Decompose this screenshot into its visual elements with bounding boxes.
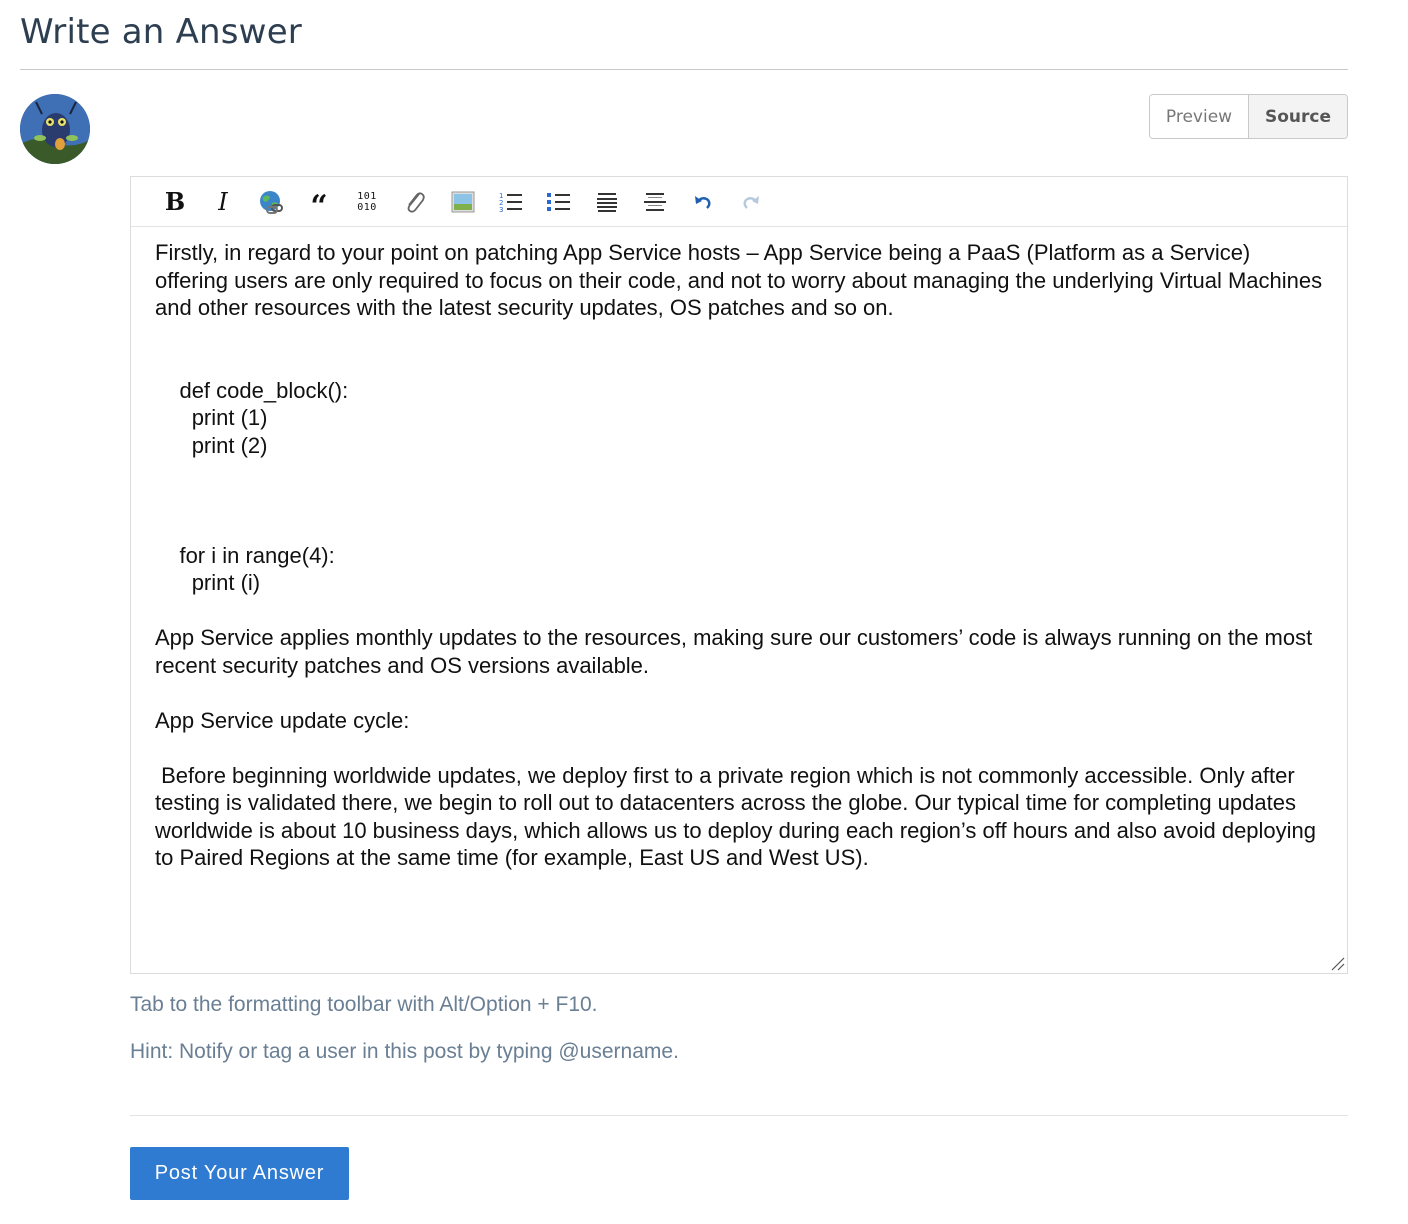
avatar	[20, 94, 90, 164]
bulleted-list-button[interactable]	[535, 182, 583, 222]
italic-button[interactable]	[199, 182, 247, 222]
attachment-button[interactable]	[391, 182, 439, 222]
svg-text:1: 1	[499, 191, 504, 200]
post-answer-button[interactable]: Post Your Answer	[130, 1147, 349, 1200]
blockquote-button[interactable]	[295, 182, 343, 222]
horizontal-rule-button[interactable]	[631, 182, 679, 222]
undo-button[interactable]	[679, 182, 727, 222]
undo-icon	[692, 191, 714, 213]
resize-handle-icon[interactable]	[1329, 955, 1345, 971]
redo-button[interactable]	[727, 182, 775, 222]
globe-link-icon	[257, 188, 285, 216]
italic-icon: I	[218, 187, 228, 216]
code-button[interactable]	[343, 182, 391, 222]
title-divider	[20, 69, 1348, 70]
link-button[interactable]	[247, 182, 295, 222]
image-button[interactable]	[439, 182, 487, 222]
preview-tab[interactable]: Preview	[1150, 95, 1248, 138]
source-tab[interactable]: Source	[1248, 95, 1347, 138]
editor-textarea[interactable]: Firstly, in regard to your point on patching App Service hosts – App Service being a PaaS (Platform as a Service) offering users are only required to focus on their code, and not to worry about managing the underlying Virtual Machines and other resources with the latest security updates, OS patches and so on. def code_block(): print (1) print (2) for i in range(4): print (i) App Service applies monthly updates to the resources, making sure our customers’ code is always running on the most recent security patches and OS versions available. App Service update cycle: Before beginning worldwide updates, we deploy first to a private region which is not commonly accessible. Only after testing is validated there, we begin to roll out to datacenters across the globe. Our typical time for completing updates worldwide is about 10 business days, which allows us to deploy during each region’s off hours and also avoid deploying to Paired Regions at the same time (for example, East US and West US).	[155, 240, 1323, 870]
code-icon: 101 010	[357, 190, 377, 213]
avatar-image	[20, 94, 90, 164]
horizontal-rule-icon	[642, 190, 668, 214]
heading-button[interactable]	[583, 182, 631, 222]
answer-editor	[130, 176, 1348, 974]
image-icon	[451, 190, 475, 214]
svg-text:3: 3	[499, 205, 504, 214]
bold-icon: B	[164, 187, 186, 216]
editor-mode-toggle	[1149, 94, 1348, 139]
paperclip-icon	[403, 188, 427, 216]
heading-icon	[595, 190, 619, 214]
redo-icon	[740, 191, 762, 213]
ordered-list-button[interactable]	[487, 182, 535, 222]
bold-button[interactable]	[151, 182, 199, 222]
footer-divider	[130, 1115, 1348, 1116]
svg-text:2: 2	[499, 198, 504, 207]
page-title: Write an Answer	[20, 12, 302, 52]
numbered-list-icon	[498, 190, 524, 214]
quote-icon: “	[310, 188, 328, 224]
formatting-toolbar	[131, 177, 1347, 227]
bullet-list-icon	[546, 190, 572, 214]
toolbar-shortcut-hint: Tab to the formatting toolbar with Alt/Option + F10.	[130, 993, 598, 1016]
mention-hint: Hint: Notify or tag a user in this post by typing @username.	[130, 1040, 679, 1063]
